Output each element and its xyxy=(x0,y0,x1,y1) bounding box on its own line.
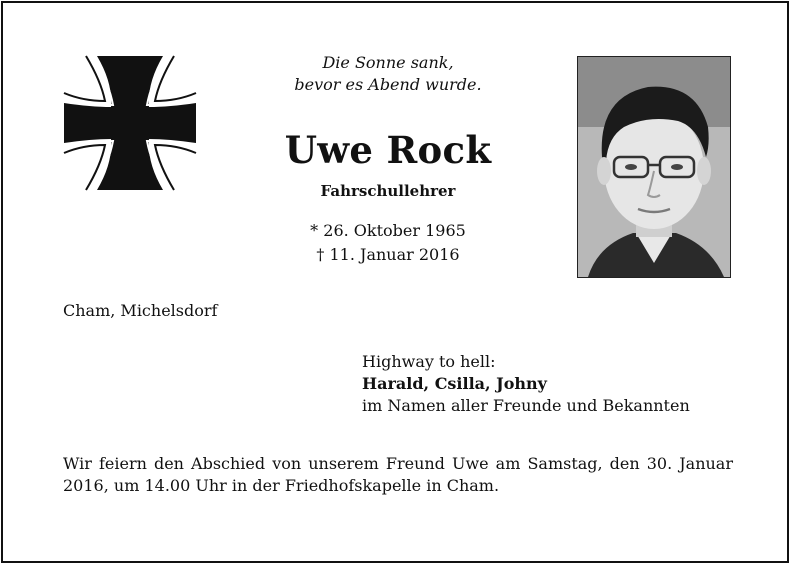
birth-date: * 26. Oktober 1965 xyxy=(310,221,466,240)
motto xyxy=(243,52,533,96)
location: Cham, Michelsdorf xyxy=(63,301,218,320)
portrait-photo xyxy=(577,56,731,278)
signers-closing: im Namen aller Freunde und Bekannten xyxy=(362,396,690,415)
motto-line-2: bevor es Abend wurde. xyxy=(294,75,482,94)
signers-block xyxy=(362,351,690,417)
farewell-announcement: Wir feiern den Abschied von unserem Freund Uwe am Samstag, den 30. Januar 2016, um 14.00 Uhr in der Friedhofskapelle in Cham. xyxy=(63,454,733,495)
deceased-occupation: Fahrschullehrer xyxy=(320,182,456,200)
life-dates xyxy=(243,219,533,267)
obituary-notice xyxy=(1,1,789,563)
iron-cross-icon xyxy=(61,53,199,193)
portrait-illustration xyxy=(578,57,730,277)
signers-intro: Highway to hell: xyxy=(362,352,496,371)
motto-line-1: Die Sonne sank, xyxy=(322,53,454,72)
deceased-name: Uwe Rock xyxy=(284,128,492,172)
signers-names: Harald, Csilla, Johny xyxy=(362,374,547,393)
death-date: † 11. Januar 2016 xyxy=(316,245,460,264)
